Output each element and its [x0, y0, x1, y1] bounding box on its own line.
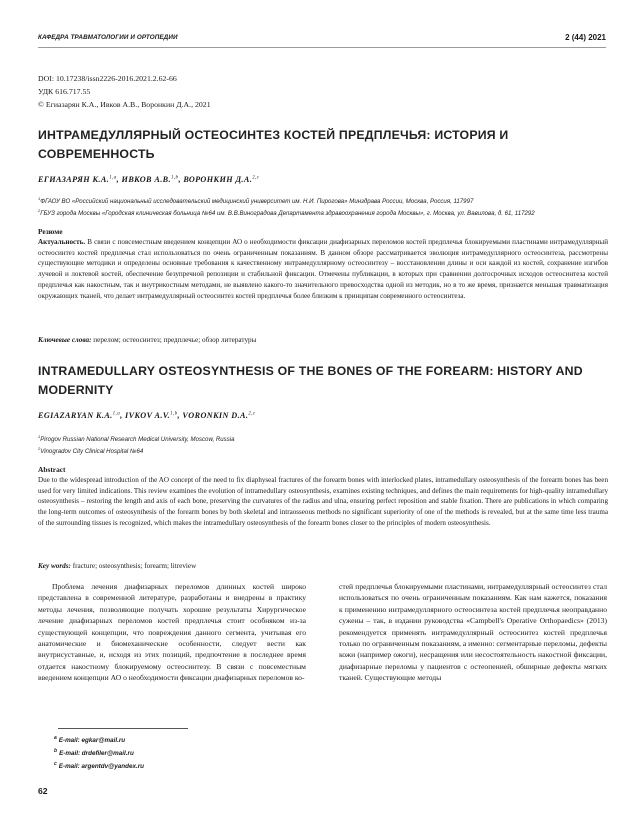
abstract-text-ru: Актуальность. В связи с повсеместным введением концепции АО о необходимости фиксации диафизарных переломов костей предплечья блокируемыми пластинами интрамедуллярный остеосинтез костей предплечья стал использоваться по очень ограниченным показаниям. В данном обзоре рассматривается эволюция интрамедуллярного остеосинтеза, рассмотрены существующие методики и определены основные требования к качественному интрамедуллярному остеосинтезу – восстановлении длины и оси каждой из костей, сохранение изгибов лучевой и локтевой костей, обеспечение безупречной репозиции и стабильной фиксации. Отмечены публикации, в которых при сравнении долгосрочных исходов остеосинтеза костей предплечья как накостным, так и внутрикостным методами, не выявлено какого-то значительного превосходства одной из методик, но в то же время, признается меньшая травматизация окружающих тканей, что делает интрамедуллярный остеосинтез костей предплечья более близким к принципам современного остеосинтеза. — [38, 238, 608, 300]
footnote-divider — [58, 728, 188, 729]
authors-en: EGIAZARYAN K.A.$^{1,a}$, IVKOV A.V.$^{1,b}$, VORONKIN D.A.$^{2,c}$ — [38, 411, 256, 420]
keywords-en: Key words: fracture; osteosynthesis; forearm; litreview — [38, 562, 197, 570]
footnote-email[interactable]: $^a$ E-mail: egkar@mail.ru — [54, 735, 126, 745]
abstract-label-ru: Актуальность. — [38, 238, 86, 246]
keywords-ru: Ключевые слова: перелом; остеосинтез; предплечье; обзор литературы — [38, 336, 257, 344]
author-sup: 1,b — [170, 175, 179, 181]
author-name: ВОРОНКИН Д.А. — [183, 175, 253, 184]
affiliation-ru-1: $^1$ФГАОУ ВО «Российский национальный исследовательский медицинский университет им. Н.И. Пирогова» Минздрава России, Москва, Россия, 117997 — [38, 196, 474, 206]
author-name: ЕГИАЗАРЯН К.А. — [38, 175, 110, 184]
header-department: КАФЕДРА ТРАВМАТОЛОГИИ И ОРТОПЕДИИ — [38, 34, 178, 41]
abstract-heading-ru: Резюме — [38, 227, 63, 236]
footnote-email[interactable]: $^b$ E-mail: drdefiler@mail.ru — [54, 748, 134, 758]
affiliation-en-1: $^1$Pirogov Russian National Research Medical University, Moscow, Russia — [38, 434, 235, 444]
article-title-ru: ИНТРАМЕДУЛЛЯРНЫЙ ОСТЕОСИНТЕЗ КОСТЕЙ ПРЕДПЛЕЧЬЯ: ИСТОРИЯ И СОВРЕМЕННОСТЬ — [38, 128, 509, 161]
abstract-text-en: Due to the widespread introduction of the AO concept of the need to fix diaphyseal fractures of the forearm bones with interlocked plates, intramedullary osteosynthesis of the forearm bones has been used for very limited indications. This review examines the evolution of intramedullary osteosynthesis, examines existing techniques, and defines the main requirements for high-quality intramedullary osteosynthesis – restoring the length and axis of each bone, preserving the curvatures of the radius and ulna, ensuring perfect reposition and stable fixation. There are publications in which comparing the long-term outcomes of osteosynthesis of the forearm bones by both skeletal and intraosseous methods no significant superiority of one of the methods is revealed, but at the same time less trauma of the surrounding tissues is recognized, which makes the intramedullary osteosynthesis of the forearm bones closer to the principles of modern osteosynthesis. — [38, 476, 608, 527]
article-meta — [38, 72, 211, 111]
author-name: IVKOV A.V. — [125, 411, 171, 420]
copyright-line: © Егиазарян К.А., Ивков А.В., Воронкин Д.А., 2021 — [38, 100, 211, 109]
body-column-right: стей предплечья блокируемыми пластинами, интрамедуллярный остеосинтез стал использоваться по очень ограниченным показаниям. Как нам кажется, показания к применению интрамедуллярного остеосинтеза костей предплечья неоправданно сужены – так, в издании руководства «Campbell's Operative Orthopaedics» (2013) рекомендуется применять интрамедуллярный остеосинтез костей предплечья только по ограниченным показаниям, а именно: сегментарные переломы, дефекты кожи (например ожоги), несращения или несостоятельность накостной фиксации, диафизарные переломы у пациентов с остеопенией, обширные дефекты мягких тканей. Существующие методы — [339, 582, 607, 683]
article-title-en: INTRAMEDULLARY OSTEOSYNTHESIS OF THE BONES OF THE FOREARM: HISTORY AND MODERNITY — [38, 364, 583, 397]
doi-link[interactable]: DOI: 10.17238/issn2226-2016.2021.2.62-66 — [38, 74, 177, 83]
author-sup: 2,c — [248, 411, 256, 417]
udc-code: УДК 616.717.55 — [38, 87, 91, 96]
body-column-left: Проблема лечения диафизарных переломов длинных костей широко представлена в современной литературе, разработаны и внедрены в практику методы лечения, позволяющие получать хорошие результаты Хирургическое лечение диафизарных переломов костей предплечья стоит особняком из-за существующей концепции, что повреждения данного сегмента, учитывая его анатомические и биомеханические особенности, следует вести как внутрисуставные, и, исходя из этих позиций, предпочтение в последнее время отдается накостному блокируемому остеосинтезу. В связи с повсеместным введением концепции АО о необходимости фиксации диафизарных переломов ко- — [38, 582, 306, 683]
author-sup: 1,a — [112, 411, 121, 417]
affiliation-en-2: $^2$Vinogradov City Clinical Hospital №64 — [38, 446, 144, 456]
header-issue: 2 (44) 2021 — [565, 33, 606, 42]
author-sup: 1,a — [109, 175, 117, 181]
footnotes — [54, 733, 144, 772]
page-number: 62 — [38, 786, 48, 796]
affiliation-ru-2: $^2$ГБУЗ города Москвы «Городская клиническая больница №64 им. В.В.Виноградова Департамента здравоохранения города Москвы», г. Москва, ул. Вавилова, д. 61, 117292 — [38, 208, 535, 218]
author-name: EGIAZARYAN K.A. — [38, 411, 113, 420]
footnote-email[interactable]: $^c$ E-mail: argentdv@yandex.ru — [54, 761, 145, 771]
running-header — [38, 34, 606, 48]
abstract-heading-en: Abstract — [38, 465, 66, 474]
author-name: ИВКОВ А.В. — [121, 175, 171, 184]
author-name: VORONKIN D.A. — [182, 411, 249, 420]
authors-ru: ЕГИАЗАРЯН К.А.$^{1,a}$, ИВКОВ А.В.$^{1,b}$, ВОРОНКИН Д.А.$^{2,c}$ — [38, 175, 260, 184]
author-sup: 2,c — [252, 175, 260, 181]
author-sup: 1,b — [170, 411, 178, 417]
